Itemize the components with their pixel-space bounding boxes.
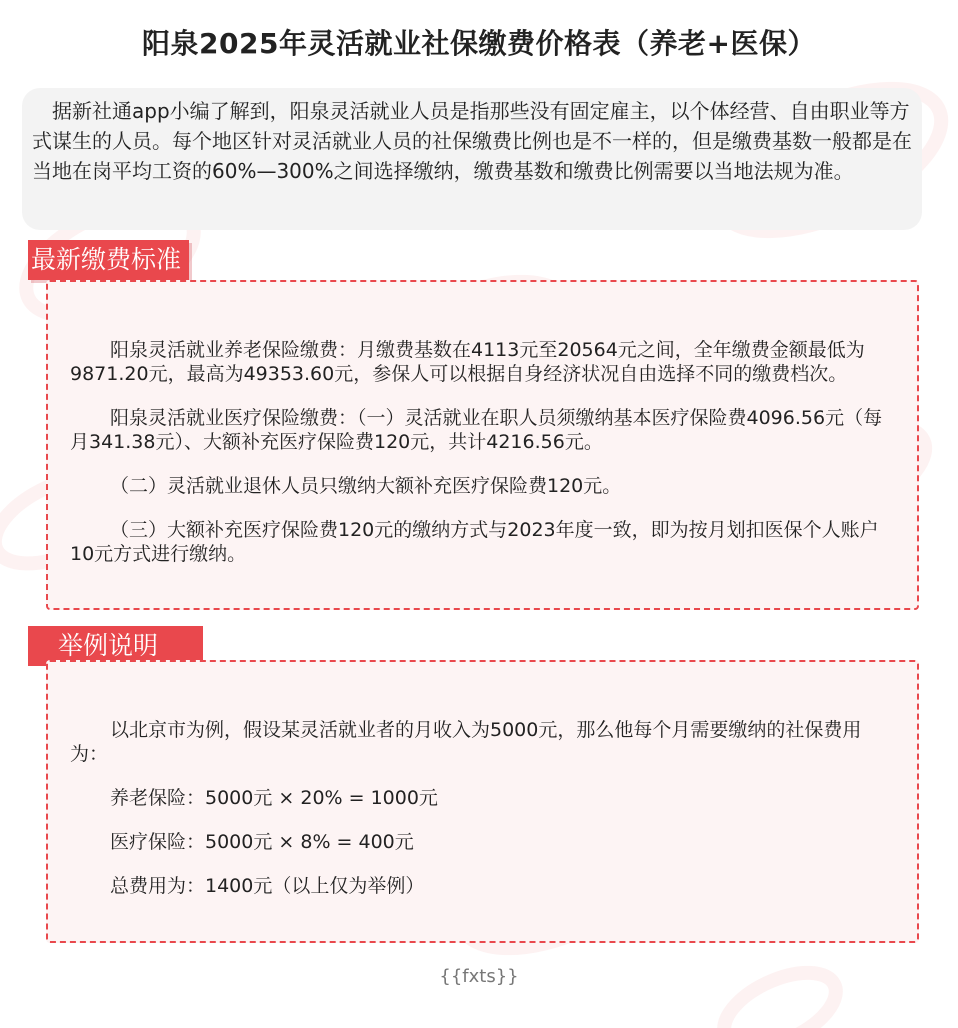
standard-paragraph: 阳泉灵活就业医疗保险缴费：（一）灵活就业在职人员须缴纳基本医疗保险费4096.56元（每月341.38元）、大额补充医疗保险费120元，共计4216.56元。 (70, 407, 883, 453)
standard-paragraph: （三）大额补充医疗保险费120元的缴纳方式与2023年度一致，即为按月划扣医保个人账户10元方式进行缴纳。 (70, 519, 879, 565)
page-title: 阳泉2025年灵活就业社保缴费价格表（养老+医保） (142, 27, 816, 60)
example-paragraph: 医疗保险：5000元 × 8% = 400元 (110, 831, 414, 853)
section-heading-example: 举例说明 (28, 626, 203, 666)
example-paragraph: 养老保险：5000元 × 20% = 1000元 (110, 787, 438, 809)
standard-paragraph: （二）灵活就业退休人员只缴纳大额补充医疗保险费120元。 (110, 475, 622, 497)
section-heading-standard: 最新缴费标准 (28, 240, 189, 280)
example-paragraph: 总费用为：1400元（以上仅为举例） (110, 875, 425, 897)
example-box (46, 660, 919, 943)
intro-paragraph: 据新社通app小编了解到，阳泉灵活就业人员是指那些没有固定雇主，以个体经营、自由职业等方式谋生的人员。每个地区针对灵活就业人员的社保缴费比例也是不一样的，但是缴费基数一般都是在当地在岗平均工资的60%—300%之间选择缴纳，缴费基数和缴费比例需要以当地法规为准。 (22, 88, 922, 230)
standard-paragraph: 阳泉灵活就业养老保险缴费：月缴费基数在4113元至20564元之间，全年缴费金额最低为9871.20元，最高为49353.60元，参保人可以根据自身经济状况自由选择不同的缴费档次。 (70, 339, 865, 385)
standard-box (46, 280, 919, 610)
example-paragraph: 以北京市为例，假设某灵活就业者的月收入为5000元，那么他每个月需要缴纳的社保费用为： (70, 719, 862, 765)
footer-placeholder: {{fxts}} (439, 966, 519, 987)
